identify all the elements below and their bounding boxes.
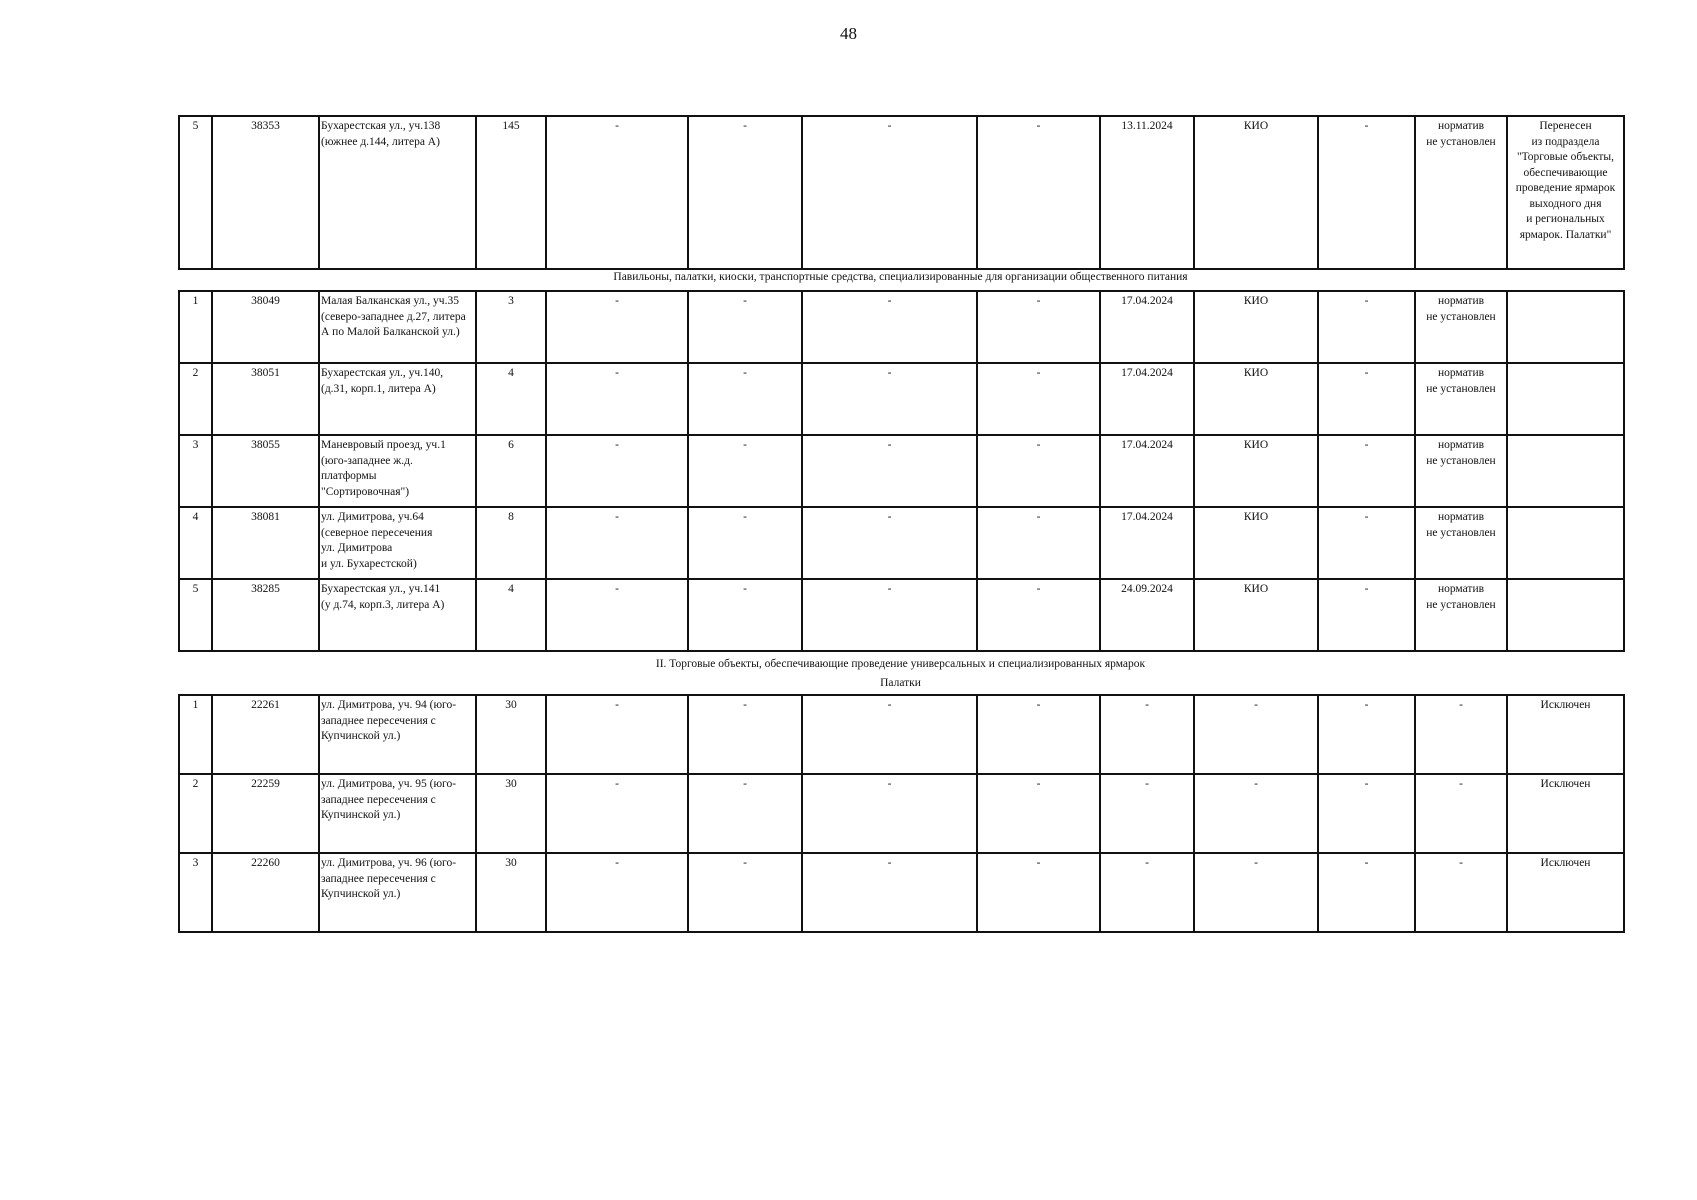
cell-col-6: -: [688, 774, 802, 853]
cell-organization: КИО: [1194, 507, 1318, 579]
cell-area: 30: [476, 774, 546, 853]
cell-object-id: 38081: [212, 507, 319, 579]
cell-row-number: 1: [179, 695, 212, 774]
cell-date: -: [1100, 774, 1194, 853]
cell-address: ул. Димитрова, уч.64 (северное пересечения ул. Димитрова и ул. Бухарестской): [319, 507, 476, 579]
cell-note: норматив не установлен: [1415, 435, 1507, 507]
cell-date: 17.04.2024: [1100, 507, 1194, 579]
cell-col-5: -: [546, 774, 688, 853]
cell-status: [1507, 579, 1624, 651]
cell-note: -: [1415, 774, 1507, 853]
cell-object-id: 38285: [212, 579, 319, 651]
cell-object-id: 38055: [212, 435, 319, 507]
cell-area: 3: [476, 291, 546, 363]
cell-col-7: -: [802, 291, 977, 363]
cell-object-id: 38049: [212, 291, 319, 363]
cell-col-6: -: [688, 435, 802, 507]
table-moved-object: [178, 115, 1623, 270]
cell-col-8: -: [977, 774, 1100, 853]
cell-address: Малая Балканская ул., уч.35 (северо-западнее д.27, литера А по Малой Балканской ул.): [319, 291, 476, 363]
cell-col-5: -: [546, 695, 688, 774]
cell-area: 8: [476, 507, 546, 579]
section-title-fairs: II. Торговые объекты, обеспечивающие проведение универсальных и специализированных ярмарок: [655, 658, 1146, 670]
cell-area: 4: [476, 579, 546, 651]
cell-row-number: 4: [179, 507, 212, 579]
cell-address: Маневровый проезд, уч.1 (юго-западнее ж.д. платформы "Сортировочная"): [319, 435, 476, 507]
cell-row-number: 2: [179, 363, 212, 435]
cell-organization: КИО: [1194, 579, 1318, 651]
cell-col-6: -: [688, 116, 802, 269]
cell-col-5: -: [546, 507, 688, 579]
cell-col-7: -: [802, 853, 977, 932]
cell-date: -: [1100, 695, 1194, 774]
cell-status: [1507, 435, 1624, 507]
cell-col-11: -: [1318, 363, 1415, 435]
table-fair-tents: [178, 694, 1623, 933]
table-row: [179, 507, 1624, 579]
cell-object-id: 22259: [212, 774, 319, 853]
cell-col-8: -: [977, 853, 1100, 932]
cell-note: норматив не установлен: [1415, 116, 1507, 269]
cell-col-6: -: [688, 695, 802, 774]
cell-col-5: -: [546, 291, 688, 363]
cell-organization: КИО: [1194, 116, 1318, 269]
cell-note: норматив не установлен: [1415, 579, 1507, 651]
cell-organization: -: [1194, 695, 1318, 774]
cell-col-6: -: [688, 579, 802, 651]
data-table: [178, 694, 1625, 933]
page-number: 48: [840, 24, 857, 43]
table-catering-objects: [178, 290, 1623, 652]
cell-address: Бухарестская ул., уч.138 (южнее д.144, литера А): [319, 116, 476, 269]
cell-date: 13.11.2024: [1100, 116, 1194, 269]
cell-col-11: -: [1318, 116, 1415, 269]
cell-object-id: 38353: [212, 116, 319, 269]
table-row: [179, 579, 1624, 651]
cell-status: Перенесен из подраздела "Торговые объекты, обеспечивающие проведение ярмарок выходного дня и региональных ярмарок. Палатки": [1507, 116, 1624, 269]
cell-note: -: [1415, 853, 1507, 932]
cell-organization: КИО: [1194, 291, 1318, 363]
data-table: [178, 290, 1625, 652]
cell-col-8: -: [977, 507, 1100, 579]
cell-col-5: -: [546, 853, 688, 932]
cell-col-6: -: [688, 507, 802, 579]
table-row: [179, 853, 1624, 932]
cell-status: [1507, 291, 1624, 363]
cell-col-6: -: [688, 363, 802, 435]
cell-row-number: 3: [179, 853, 212, 932]
cell-object-id: 38051: [212, 363, 319, 435]
table-row: [179, 363, 1624, 435]
cell-row-number: 2: [179, 774, 212, 853]
cell-col-7: -: [802, 116, 977, 269]
cell-col-7: -: [802, 363, 977, 435]
cell-col-6: -: [688, 291, 802, 363]
cell-col-11: -: [1318, 695, 1415, 774]
cell-note: норматив не установлен: [1415, 507, 1507, 579]
table-row: [179, 435, 1624, 507]
cell-address: Бухарестская ул., уч.140, (д.31, корп.1, литера А): [319, 363, 476, 435]
cell-area: 4: [476, 363, 546, 435]
cell-address: ул. Димитрова, уч. 95 (юго- западнее пересечения с Купчинской ул.): [319, 774, 476, 853]
cell-col-8: -: [977, 695, 1100, 774]
table-row: [179, 774, 1624, 853]
cell-col-7: -: [802, 579, 977, 651]
cell-object-id: 22260: [212, 853, 319, 932]
cell-object-id: 22261: [212, 695, 319, 774]
cell-col-7: -: [802, 695, 977, 774]
cell-status: [1507, 507, 1624, 579]
table-row: [179, 695, 1624, 774]
cell-status: [1507, 363, 1624, 435]
cell-organization: КИО: [1194, 435, 1318, 507]
cell-col-5: -: [546, 435, 688, 507]
cell-col-8: -: [977, 579, 1100, 651]
section-title-catering: Павильоны, палатки, киоски, транспортные средства, специализированные для организации общественного питания: [613, 271, 1188, 283]
cell-col-7: -: [802, 435, 977, 507]
cell-note: -: [1415, 695, 1507, 774]
cell-col-11: -: [1318, 579, 1415, 651]
cell-col-11: -: [1318, 435, 1415, 507]
cell-status: Исключен: [1507, 853, 1624, 932]
cell-col-7: -: [802, 774, 977, 853]
cell-organization: -: [1194, 853, 1318, 932]
cell-area: 30: [476, 853, 546, 932]
cell-area: 6: [476, 435, 546, 507]
cell-col-5: -: [546, 579, 688, 651]
data-table: [178, 115, 1625, 270]
table-row: [179, 116, 1624, 269]
cell-date: 17.04.2024: [1100, 435, 1194, 507]
cell-col-5: -: [546, 116, 688, 269]
cell-col-8: -: [977, 363, 1100, 435]
cell-status: Исключен: [1507, 695, 1624, 774]
cell-area: 145: [476, 116, 546, 269]
cell-col-8: -: [977, 435, 1100, 507]
cell-col-6: -: [688, 853, 802, 932]
cell-date: -: [1100, 853, 1194, 932]
cell-row-number: 3: [179, 435, 212, 507]
cell-organization: -: [1194, 774, 1318, 853]
section-subtitle-tents: Палатки: [880, 677, 921, 689]
cell-col-11: -: [1318, 774, 1415, 853]
cell-col-11: -: [1318, 291, 1415, 363]
cell-col-11: -: [1318, 507, 1415, 579]
cell-organization: КИО: [1194, 363, 1318, 435]
cell-address: ул. Димитрова, уч. 94 (юго- западнее пересечения с Купчинской ул.): [319, 695, 476, 774]
cell-date: 24.09.2024: [1100, 579, 1194, 651]
cell-address: ул. Димитрова, уч. 96 (юго- западнее пересечения с Купчинской ул.): [319, 853, 476, 932]
cell-row-number: 5: [179, 579, 212, 651]
cell-col-7: -: [802, 507, 977, 579]
cell-col-8: -: [977, 291, 1100, 363]
cell-status: Исключен: [1507, 774, 1624, 853]
cell-address: Бухарестская ул., уч.141 (у д.74, корп.3, литера А): [319, 579, 476, 651]
cell-row-number: 1: [179, 291, 212, 363]
cell-col-11: -: [1318, 853, 1415, 932]
cell-note: норматив не установлен: [1415, 363, 1507, 435]
cell-note: норматив не установлен: [1415, 291, 1507, 363]
cell-col-8: -: [977, 116, 1100, 269]
cell-col-5: -: [546, 363, 688, 435]
cell-area: 30: [476, 695, 546, 774]
table-row: [179, 291, 1624, 363]
cell-row-number: 5: [179, 116, 212, 269]
cell-date: 17.04.2024: [1100, 363, 1194, 435]
cell-date: 17.04.2024: [1100, 291, 1194, 363]
